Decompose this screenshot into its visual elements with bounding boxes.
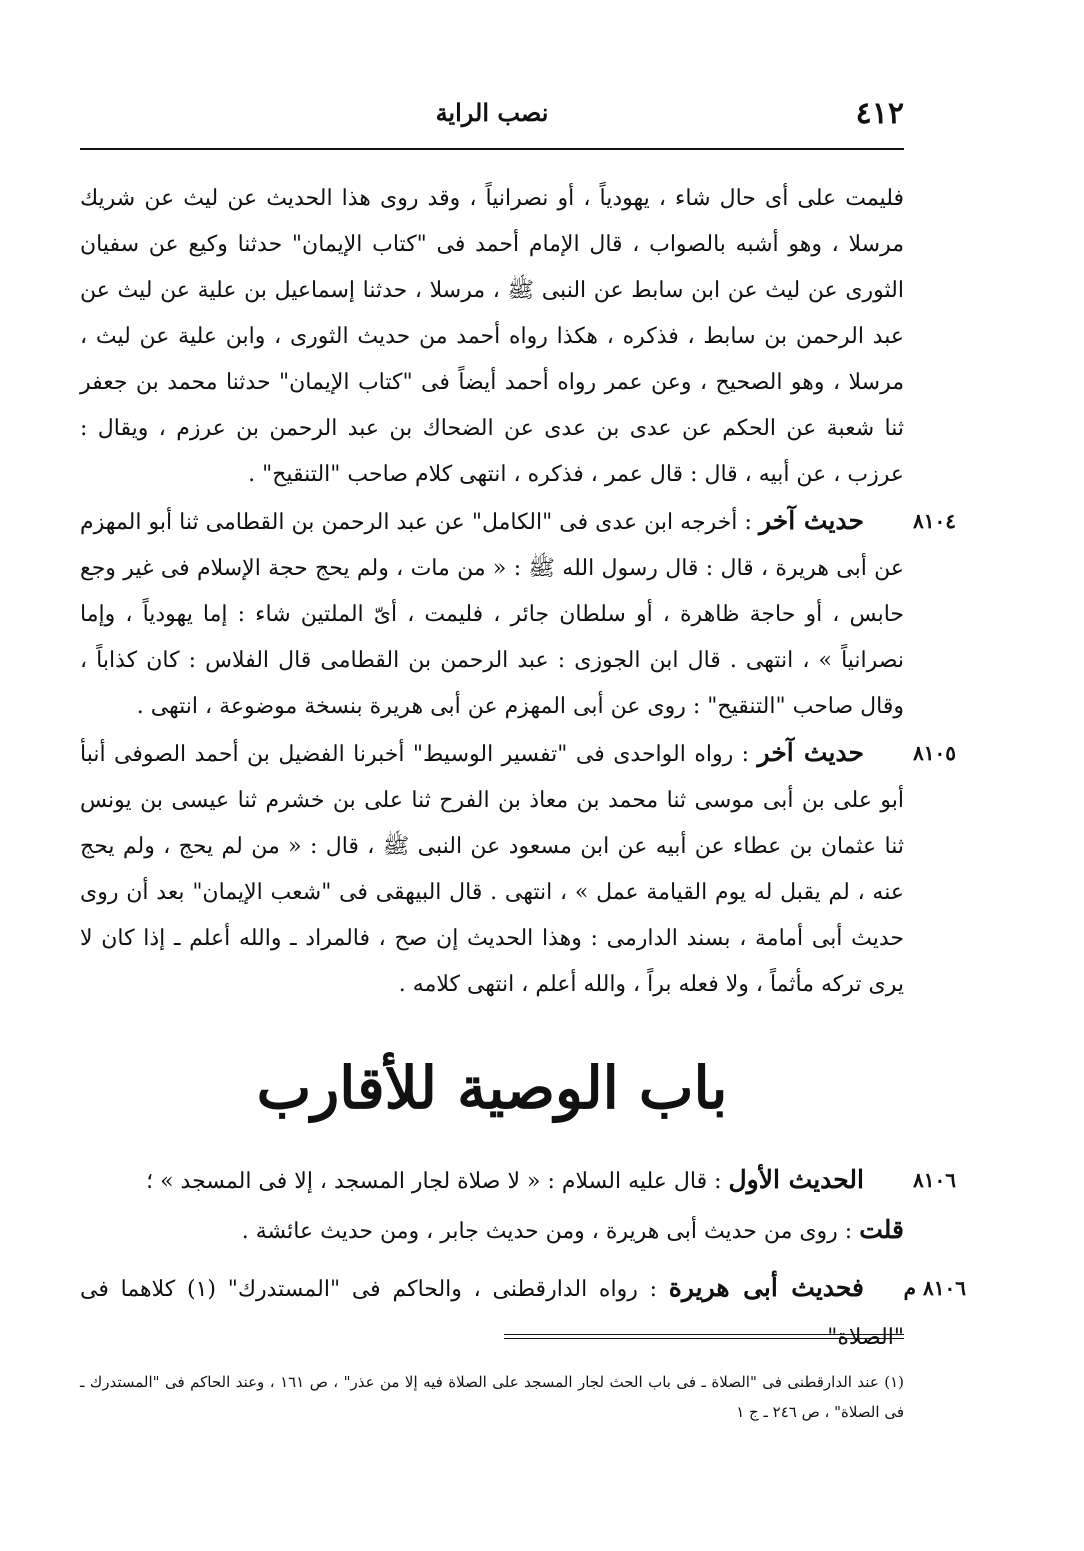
continuation-paragraph: فليمت على أى حال شاء ، يهودياً ، أو نصرانياً ، وقد روى هذا الحديث عن ليث عن شريك مرسلا ، وهو أشبه بالصواب ، قال الإمام أحمد فى "كتاب الإيمان" حدثنا وكيع عن سفيان الثورى عن ليث عن ابن سابط عن النبى ﷺ ، مرسلا ، حدثنا إسماعيل بن علية عن ليث عن عبد الرحمن بن سابط ، فذكره ، هكذا رواه أحمد من حديث الثورى ، وابن علية عن ليث ، مرسلا ، وهو الصحيح ، وعن عمر رواه أحمد أيضاً فى "كتاب الإيمان" حدثنا محمد بن جعفر ثنا شعبة عن الحكم عن عدى بن عدى عن الضحاك بن عبد الرحمن بن عرزم ، ويقال : عرزب ، عن أبيه ، قال : قال عمر ، فذكره ، انتهى كلام صاحب "التنقيح" . xyxy=(80,186,905,487)
page-header xyxy=(80,96,904,140)
chapter-text xyxy=(80,1156,966,1362)
main-text xyxy=(80,176,956,1008)
hadith-text: : أخرجه ابن عدى فى "الكامل" عن عبد الرحمن بن القطامى ثنا أبو المهزم عن أبى هريرة ، قال : قال رسول الله ﷺ : « من مات ، ولم يحج حجة الإسلام فى غير وجع حابس ، أو حاجة ظاهرة ، أو سلطان جائر ، فليمت ، أىّ الملتين شاء : إما يهودياً ، وإما نصرانياً » ، انتهى . قال ابن الجوزى : عبد الرحمن بن القطامى قال الفلاس : كان كذاباً ، وقال صاحب "التنقيح" : روى عن أبى المهزم عن أبى هريرة بنسخة موضوعة ، انتهى . xyxy=(80,510,904,719)
hadith-number: ٨١٠٥ xyxy=(913,741,956,765)
hadith-text: : رواه الواحدى فى "تفسير الوسيط" أخبرنا الفضيل بن أحمد الصوفى أنبأ أبو على بن أبى موسى ثنا محمد بن معاذ بن الفرح ثنا على بن خشرم ثنا عيسى بن يونس ثنا عثمان بن عطاء عن أبيه عن ابن مسعود عن النبى ﷺ ، قال : « من لم يحج ، ولم يحج عنه ، لم يقبل له يوم القيامة عمل » ، انتهى . قال البيهقى فى "شعب الإيمان" بعد أن روى حديث أبى أمامة ، بسند الدارمى : وهذا الحديث إن صح ، فالمراد ـ والله أعلم ـ إذا كان لا يرى تركه مأثماً ، ولا فعله براً ، والله أعلم ، انتهى كلامه . xyxy=(80,742,905,997)
hadith-lead: الحديث الأول xyxy=(728,1165,864,1194)
footnote-divider xyxy=(504,1334,904,1339)
page-number: ٤١٢ xyxy=(855,96,904,131)
hadith-8106m xyxy=(80,1264,966,1362)
hadith-8105 xyxy=(80,730,956,1008)
hadith-8106 xyxy=(80,1156,956,1206)
chapter-title: باب الوصية للأقارب xyxy=(256,1054,728,1122)
hadith-number: ٨١٠٦ م xyxy=(903,1276,966,1300)
header-rule xyxy=(80,148,904,150)
hadith-8104 xyxy=(80,498,956,730)
qult-text: : روى من حديث أبى هريرة ، ومن حديث جابر ، ومن حديث عائشة . xyxy=(241,1219,853,1244)
hadith-number: ٨١٠٦ xyxy=(913,1168,956,1192)
hadith-lead: حديث آخر xyxy=(757,738,864,767)
hadith-number: ٨١٠٤ xyxy=(913,509,956,533)
hadith-lead: فحديث أبى هريرة xyxy=(668,1273,864,1302)
footnote: (١) عند الدارقطنى فى "الصلاة ـ فى باب الحث لجار المسجد على الصلاة فيه إلا من عذر" ، ص ١٦١ ، وعند الحاكم فى "المستدرك ـ فى الصلاة" ، ص ٢٤٦ ـ ج ١ xyxy=(80,1373,904,1421)
hadith-text: : رواه الدارقطنى ، والحاكم فى "المستدرك" (١) كلاهما فى "الصلاة" xyxy=(80,1277,904,1350)
qult-paragraph xyxy=(80,1206,904,1256)
qult-lead: قلت xyxy=(859,1215,904,1244)
hadith-text: : قال عليه السلام : « لا صلاة لجار المسجد ، إلا فى المسجد » ؛ xyxy=(146,1169,722,1194)
hadith-lead: حديث آخر xyxy=(758,506,864,535)
running-title: نصب الراية xyxy=(435,98,549,127)
